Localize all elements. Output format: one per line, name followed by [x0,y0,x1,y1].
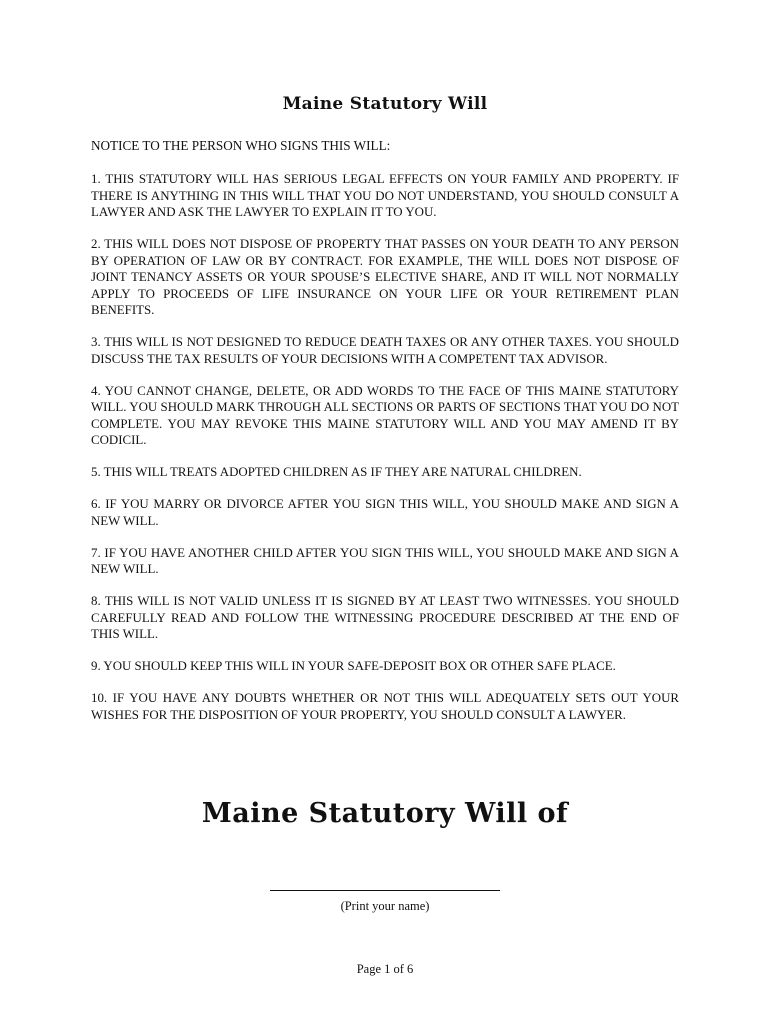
page-footer: Page 1 of 6 [356,962,414,976]
notice-item: 10. IF YOU HAVE ANY DOUBTS WHETHER OR NOT THIS WILL ADEQUATELY SETS OUT YOUR WISHES FOR THE DISPOSITION OF YOUR PROPERTY, YOU SHOULD CONSULT A LAWYER. [91,691,679,722]
notice-item: 3. THIS WILL IS NOT DESIGNED TO REDUCE DEATH TAXES OR ANY OTHER TAXES. YOU SHOULD DISCUSS THE TAX RESULTS OF YOUR DECISIONS WITH A COMPETENT TAX ADVISOR. [91,335,679,366]
will-of-title: Maine Statutory Will of [201,798,569,829]
notice-item: 9. YOU SHOULD KEEP THIS WILL IN YOUR SAFE-DEPOSIT BOX OR OTHER SAFE PLACE. [91,659,616,673]
notice-section [91,138,679,739]
notice-item: 8. THIS WILL IS NOT VALID UNLESS IT IS SIGNED BY AT LEAST TWO WITNESSES. YOU SHOULD CAREFULLY READ AND FOLLOW THE WITNESSING PROCEDURE DESCRIBED AT THE END OF THIS WILL. [91,594,679,641]
notice-item: 7. IF YOU HAVE ANOTHER CHILD AFTER YOU SIGN THIS WILL, YOU SHOULD MAKE AND SIGN A NEW WILL. [91,545,679,576]
notice-item: 6. IF YOU MARRY OR DIVORCE AFTER YOU SIGN THIS WILL, YOU SHOULD MAKE AND SIGN A NEW WILL. [91,497,679,528]
notice-item: 1. THIS STATUTORY WILL HAS SERIOUS LEGAL EFFECTS ON YOUR FAMILY AND PROPERTY. IF THERE IS ANYTHING IN THIS WILL THAT YOU DO NOT UNDERSTAND, YOU SHOULD CONSULT A LAWYER AND ASK THE LAWYER TO EXPLAIN IT TO YOU. [91,172,679,219]
notice-item: 2. THIS WILL DOES NOT DISPOSE OF PROPERTY THAT PASSES ON YOUR DEATH TO ANY PERSON BY OPERATION OF LAW OR BY CONTRACT. FOR EXAMPLE, THE WILL DOES NOT DISPOSE OF JOINT TENANCY ASSETS OR YOUR SPOUSE’S ELECTIVE SHARE, AND IT WILL NOT NORMALLY APPLY TO PROCEEDS OF LIFE INSURANCE ON YOUR LIFE OR YOUR RETIREMENT PLAN BENEFITS. [91,237,679,317]
name-caption: (Print your name) [340,899,430,913]
document-title: Maine Statutory Will [282,94,488,114]
notice-item: 5. THIS WILL TREATS ADOPTED CHILDREN AS IF THEY ARE NATURAL CHILDREN. [91,465,582,479]
notice-item: 4. YOU CANNOT CHANGE, DELETE, OR ADD WORDS TO THE FACE OF THIS MAINE STATUTORY WILL. YOU SHOULD MARK THROUGH ALL SECTIONS OR PARTS OF SECTIONS THAT YOU DO NOT COMPLETE. YOU MAY REVOKE THIS MAINE STATUTORY WILL AND YOU MAY AMEND IT BY CODICIL. [91,383,679,447]
name-signature-line[interactable] [270,890,500,891]
notice-heading: NOTICE TO THE PERSON WHO SIGNS THIS WILL: [91,138,391,153]
